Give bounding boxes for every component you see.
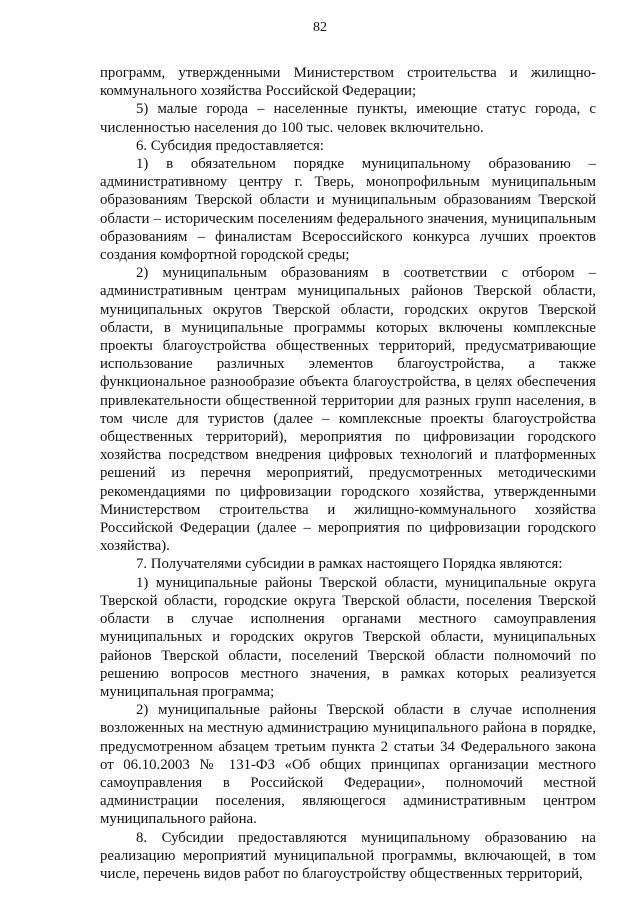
page-number: 82 bbox=[313, 20, 327, 35]
document-body bbox=[100, 64, 596, 883]
paragraph-section-7-heading: 7. Получателями субсидии в рамках настоящего Порядка являются: bbox=[136, 556, 563, 573]
paragraph-section-7-item-2: 2) муниципальные районы Тверской области в случае исполнения возложенных на местную администрацию муниципального района в порядке, предусмотренном абзацем третьим пункта 2 статьи 34 Федерального закона от 06.10.2003 № 131-ФЗ «Об общих принципах организации местного самоуправления в Российской Федерации», полномочий местной администрации поселения, являющегося административным центром муниципального района. bbox=[100, 702, 596, 828]
paragraph-section-8: 8. Субсидии предоставляются муниципальному образованию на реализацию мероприятий муниципальной программы, включающей, в том числе, перечень видов работ по благоустройству общественных территорий, bbox=[100, 829, 596, 882]
paragraph-section-6-item-2: 2) муниципальным образованиям в соответствии с отбором – административным центрам муниципальных районов Тверской области, муниципальных округов Тверской области, городских округов Тверской области, в муниципальные программы которых включены комплексные проекты благоустройства общественных территорий, предусматривающие использование различных элементов благоустройства, а также функциональное разнообразие объекта благоустройства, в целях обеспечения привлекательности общественной территории для разных групп населения, в том числе для туристов (далее – комплексные проекты благоустройства общественных территорий), мероприятия по цифровизации городского хозяйства посредством внедрения цифровых технологий и платформенных решений из перечня мероприятий, предусмотренных методическими рекомендациями по цифровизации городского хозяйства, утвержденными Министерством строительства и жилищно-коммунального хозяйства Российской Федерации (далее – мероприятия по цифровизации городского хозяйства). bbox=[100, 265, 596, 555]
paragraph-section-6-item-1: 1) в обязательном порядке муниципальному образованию – административному центру г. Тверь, монопрофильным муниципальным образованиям Тверской области и муниципальным образованиям Тверской области – историческим поселениям федерального значения, муниципальным образованиям – финалистам Всероссийского конкурса лучших проектов создания комфортной городской среды; bbox=[100, 156, 596, 264]
paragraph-section-7-item-1: 1) муниципальные районы Тверской области, муниципальные округа Тверской области, городские округа Тверской области, поселения Тверской области в случае исполнения органами местного самоуправления муниципальных и городских округов Тверской области, муниципальных районов Тверской области, поселений Тверской области полномочий по решению вопросов местного значения, в рамках которых реализуется муниципальная программа; bbox=[100, 574, 596, 700]
paragraph-item-5-small-towns: 5) малые города – населенные пункты, имеющие статус города, с численностью населения до 100 тыс. человек включительно. bbox=[100, 101, 596, 136]
paragraph-continuation: программ, утвержденными Министерством строительства и жилищно-коммунального хозяйства Российской Федерации; bbox=[100, 65, 596, 100]
paragraph-section-6-heading: 6. Субсидия предоставляется: bbox=[136, 137, 324, 154]
